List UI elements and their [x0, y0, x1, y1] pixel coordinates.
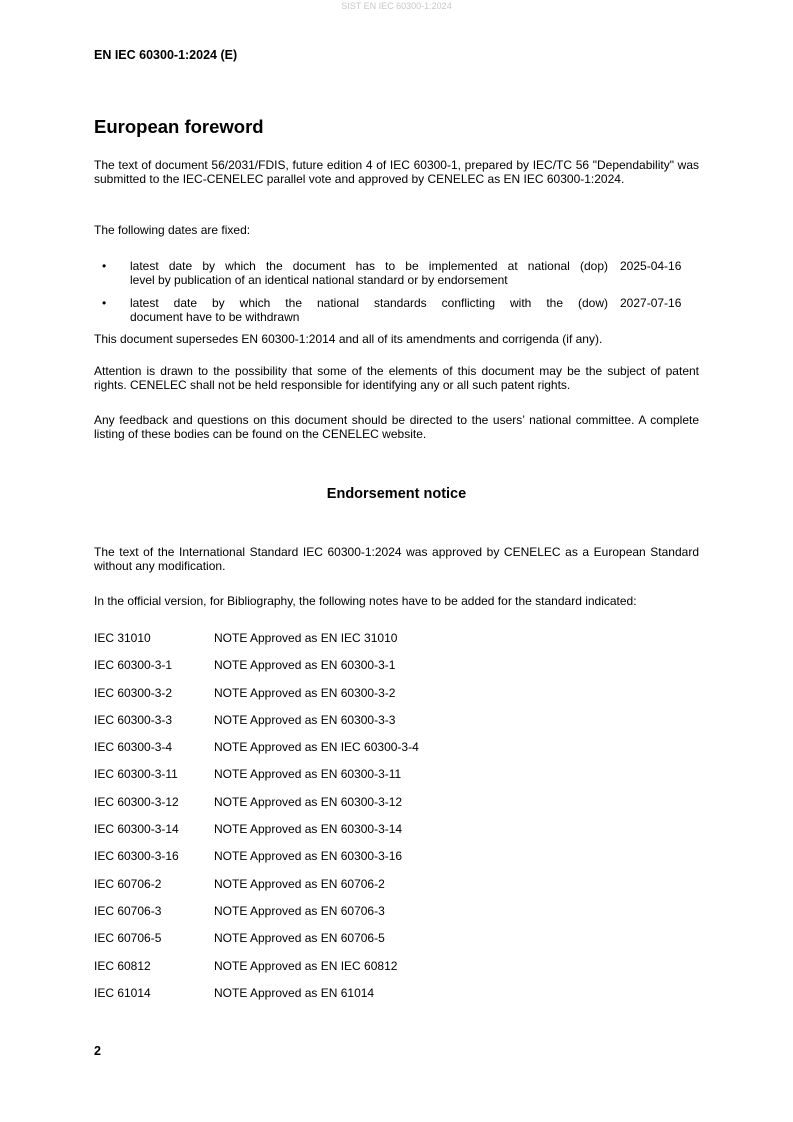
- note-text: NOTE Approved as EN 60300-3-3: [214, 712, 396, 727]
- document-id: EN IEC 60300-1:2024 (E): [94, 48, 238, 62]
- list-item: [94, 849, 699, 876]
- standard-id: IEC 60300-3-4: [94, 740, 173, 755]
- endorsement-text: The text of the International Standard IEC 60300-1:2024 was approved by CENELEC as a European Standard without any modification.: [94, 545, 699, 573]
- bibliography-intro: In the official version, for Bibliography, the following notes have to be added for the standard indicated:: [94, 594, 637, 608]
- note-text: NOTE Approved as EN 61014: [214, 985, 375, 1000]
- list-item: [94, 822, 699, 849]
- foreword-title: European foreword: [94, 116, 264, 137]
- note-text: NOTE Approved as EN 60300-3-12: [214, 794, 403, 809]
- standard-id: IEC 60300-3-12: [94, 794, 179, 809]
- list-item: [94, 767, 699, 794]
- page-number: 2: [94, 1044, 101, 1058]
- date-item-dow: [130, 296, 608, 324]
- note-text: NOTE Approved as EN 60706-3: [214, 903, 385, 918]
- bibliography-notes-list: [94, 631, 699, 1013]
- bullet-marker: •: [102, 259, 107, 273]
- standard-id: IEC 61014: [94, 985, 151, 1000]
- note-text: NOTE Approved as EN IEC 60300-3-4: [214, 740, 419, 755]
- list-item: [94, 931, 699, 958]
- list-item: [94, 904, 699, 931]
- note-text: NOTE Approved as EN 60300-3-16: [214, 849, 403, 864]
- standard-id: IEC 60812: [94, 958, 151, 973]
- list-item: [94, 631, 699, 658]
- note-text: NOTE Approved as EN 60300-3-1: [214, 658, 396, 673]
- date-value-dop: 2025-04-16: [620, 259, 682, 273]
- list-item: [94, 658, 699, 685]
- date-item-line: latest date by which the document has to be implemented at national (dop): [130, 259, 608, 273]
- note-text: NOTE Approved as EN IEC 31010: [214, 631, 398, 645]
- standard-id: IEC 60300-3-14: [94, 822, 179, 837]
- dates-intro: The following dates are fixed:: [94, 223, 251, 237]
- standard-id: IEC 60300-3-3: [94, 712, 173, 727]
- list-item: [94, 877, 699, 904]
- note-text: NOTE Approved as EN IEC 60812: [214, 958, 398, 973]
- bullet-marker: •: [102, 296, 107, 310]
- date-item-dop: [130, 259, 608, 287]
- list-item: [94, 986, 699, 1013]
- date-item-line: document have to be withdrawn: [130, 310, 300, 324]
- date-item-line: latest date by which the national standards conflicting with the (dow): [130, 296, 608, 310]
- standard-id: IEC 60300-3-2: [94, 685, 173, 700]
- list-item: [94, 713, 699, 740]
- note-text: NOTE Approved as EN 60300-3-2: [214, 685, 396, 700]
- date-value-dow: 2027-07-16: [620, 296, 682, 310]
- note-text: NOTE Approved as EN 60300-3-14: [214, 822, 403, 837]
- standard-id: IEC 31010: [94, 631, 151, 645]
- foreword-intro: The text of document 56/2031/FDIS, future edition 4 of IEC 60300-1, prepared by IEC/TC 56 "Dependability" was submitted to the IEC-CENELEC parallel vote and approved by CENELEC as EN IEC 60300-1:2024.: [94, 158, 699, 186]
- list-item: [94, 959, 699, 986]
- endorsement-title: Endorsement notice: [326, 486, 467, 502]
- standard-id: IEC 60706-2: [94, 876, 162, 891]
- patent-paragraph: Attention is drawn to the possibility that some of the elements of this document may be the subject of patent rights. CENELEC shall not be held responsible for identifying any or all such patent rights.: [94, 364, 699, 392]
- standard-id: IEC 60706-5: [94, 931, 162, 946]
- standard-id: IEC 60706-3: [94, 903, 162, 918]
- standard-id: IEC 60300-3-1: [94, 658, 173, 673]
- standard-id: IEC 60300-3-11: [94, 767, 178, 782]
- note-text: NOTE Approved as EN 60706-5: [214, 931, 385, 946]
- supersedes-paragraph: This document supersedes EN 60300-1:2014 and all of its amendments and corrigenda (if any).: [94, 332, 603, 346]
- list-item: [94, 686, 699, 713]
- watermark: SIST EN IEC 60300-1:2024: [341, 1, 452, 11]
- list-item: [94, 740, 699, 767]
- date-item-line: level by publication of an identical national standard or by endorsement: [130, 273, 508, 287]
- list-item: [94, 795, 699, 822]
- standard-id: IEC 60300-3-16: [94, 849, 179, 864]
- note-text: NOTE Approved as EN 60706-2: [214, 876, 385, 891]
- feedback-paragraph: Any feedback and questions on this document should be directed to the users’ national committee. A complete listing of these bodies can be found on the CENELEC website.: [94, 413, 699, 441]
- note-text: NOTE Approved as EN 60300-3-11: [214, 767, 402, 782]
